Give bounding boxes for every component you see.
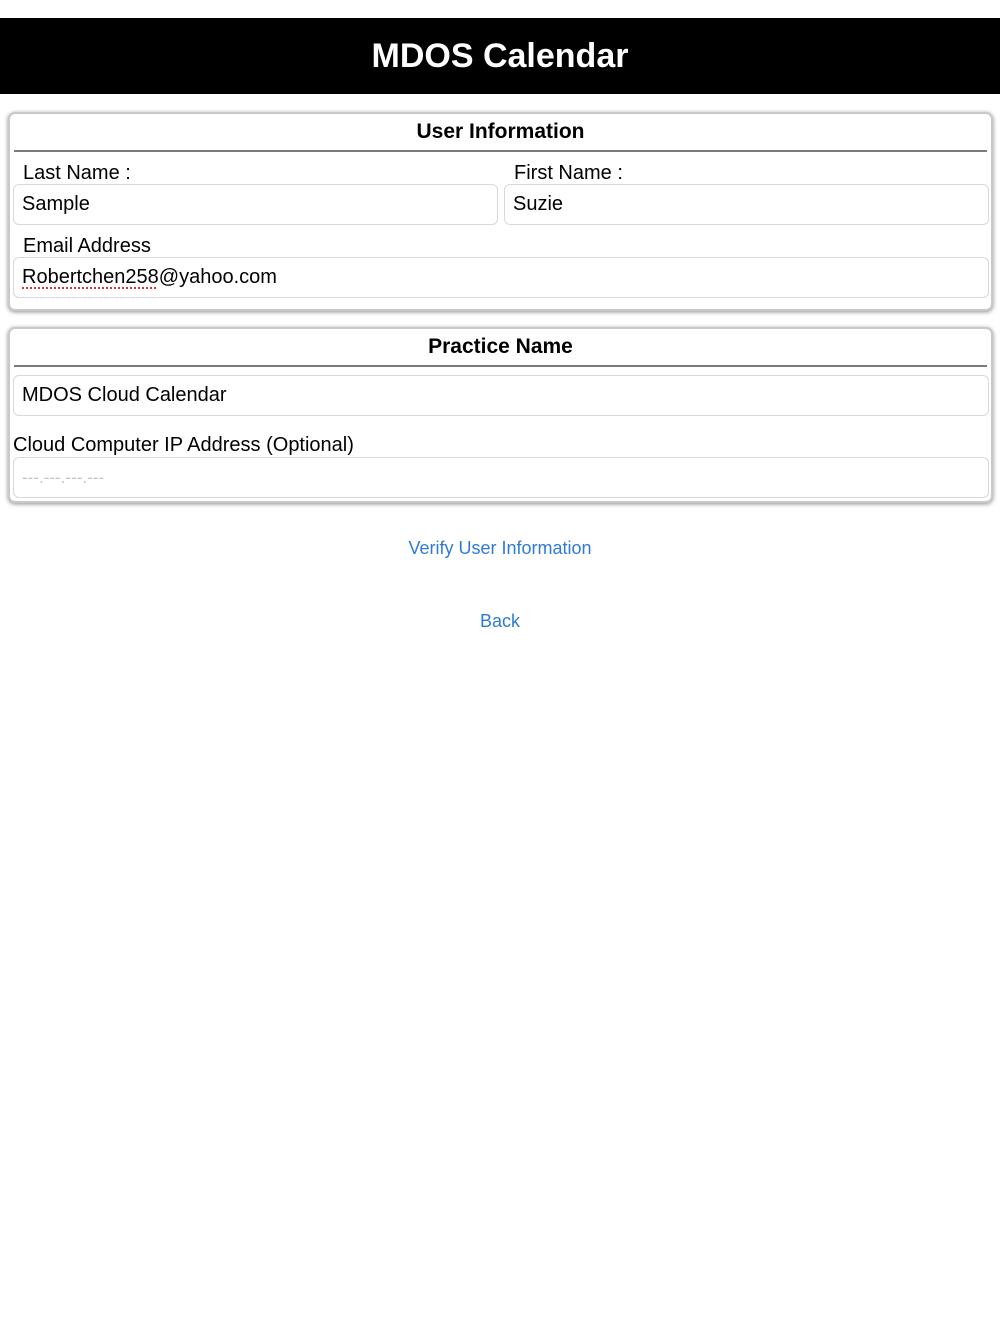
practice-title: Practice Name [428,335,573,358]
page-title-bar [0,18,1000,94]
practice-name-field[interactable] [13,375,989,416]
email-value-misspelled: Robertchen258 [22,266,159,288]
status-strip [0,0,1000,18]
practice-name-value: MDOS Cloud Calendar [22,384,227,406]
first-name-label: First Name : [514,162,623,184]
email-label: Email Address [23,235,151,257]
last-name-value: Sample [22,193,90,215]
page-title: MDOS Calendar [371,36,629,75]
ip-address-label: Cloud Computer IP Address (Optional) [13,434,354,456]
ip-address-field[interactable] [13,457,989,498]
email-field[interactable] [13,257,989,298]
email-value-rest: @yahoo.com [158,266,277,288]
first-name-field[interactable] [504,184,989,225]
ip-address-placeholder: ---.---.---.--- [22,468,105,487]
user-information-card [8,112,993,311]
practice-card [8,327,993,503]
last-name-field[interactable] [13,184,498,225]
first-name-value: Suzie [513,193,564,215]
user-information-header [14,114,987,152]
practice-header [14,329,987,367]
user-information-title: User Information [416,120,585,143]
back-button[interactable]: Back [479,611,521,631]
verify-user-information-button[interactable]: Verify User Information [408,538,592,558]
last-name-label: Last Name : [23,162,131,184]
